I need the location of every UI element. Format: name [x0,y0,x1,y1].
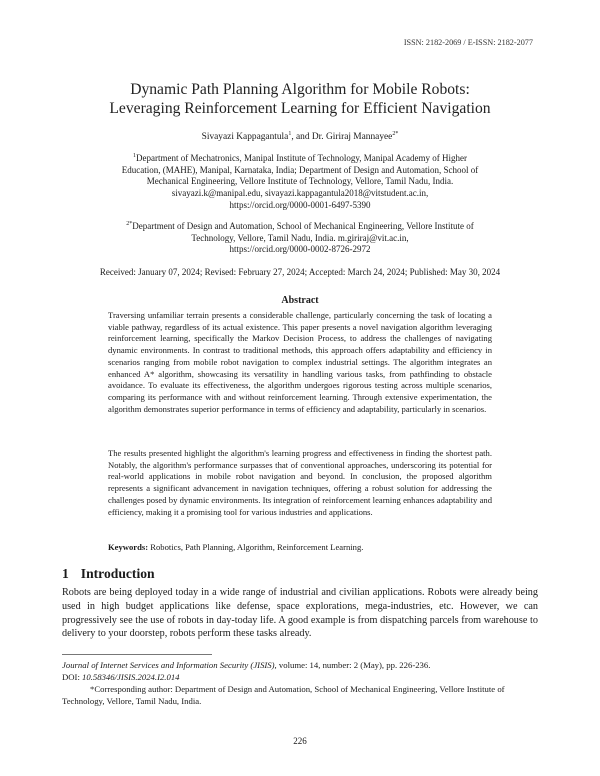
abstract-heading: Abstract [281,295,319,306]
aff2-sup: 2* [126,221,133,227]
page-number: 226 [293,736,307,746]
journal-name: Journal of Internet Services and Information Security (JISIS) [62,660,275,670]
aff1-emails: sivayazi.k@manipal.edu, sivayazi.kappagantula2018@vitstudent.ac.in, [171,188,429,199]
publication-dates: Received: January 07, 2024; Revised: February 27, 2024; Accepted: March 24, 2024; Published: May 30, 2024 [99,267,501,277]
journal-citation [62,660,538,683]
author-1-sup: 1 [288,131,292,137]
author-list [60,132,540,142]
section-heading [62,566,167,582]
affiliation-2 [110,221,490,256]
author-2: Dr. Giriraj Mannayee [311,132,393,142]
keywords-label: Keywords: [108,542,149,552]
title-line-2: Leveraging Reinforcement Learning for Efficient Navigation [109,100,491,117]
author-separator: , and [291,132,312,142]
corresponding-author-note: *Corresponding author: Department of Design and Automation, School of Mechanical Engineering, Vellore Institute of Technology, Vellore, Tamil Nadu, India. [62,684,505,706]
author-2-sup: 2* [392,131,399,137]
paper-title [60,80,540,118]
title-line-1: Dynamic Path Planning Algorithm for Mobile Robots: [130,81,470,98]
affiliation-1 [110,153,490,212]
footnote-divider [62,654,212,655]
doi-label: DOI: [62,671,83,682]
aff1-orcid: https://orcid.org/0000-0001-6497-5390 [229,199,371,210]
keywords [108,542,492,552]
aff2-orcid: https://orcid.org/0000-0002-8726-2972 [229,244,371,255]
keywords-text: Robotics, Path Planning, Algorithm, Reinforcement Learning. [148,542,364,552]
abstract-paragraph-2: The results presented highlight the algorithm's learning progress and effectiveness in finding the shortest path. Notably, the algorithm's performance surpasses that of conventional approaches, underscoring its potential for real-world applications in mobile robot navigation and beyond. In conclusion, the proposed algorithm represents a significant advancement in navigation techniques, offering a robust solution for addressing the challenges posed by dynamic environments. Its integration of reinforcement learning enhances adaptability and efficiency, making it a promising tool for various industries and applications. [108,448,492,517]
aff1-line-1: Department of Mechatronics, Manipal Institute of Technology, Manipal Academy of Higher [135,153,468,163]
doi-link[interactable]: 10.58346/JISIS.2024.I2.014 [82,671,180,682]
aff1-sup: 1 [132,153,136,159]
section-title: Introduction [80,566,155,581]
aff1-line-3: Mechanical Engineering, Vellore Institute of Technology, Vellore, Tamil Nadu, India. [146,176,454,187]
aff2-line-1: Department of Design and Automation, School of Mechanical Engineering, Vellore Institute of [132,221,474,231]
issn-header: ISSN: 2182-2069 / E-ISSN: 2182-2077 [403,38,533,47]
aff2-line-2: Technology, Vellore, Tamil Nadu, India. m.giriraj@vit.ac.in, [191,232,409,243]
author-1: Sivayazi Kappagantula [201,132,289,142]
section-number: 1 [62,566,69,581]
journal-details: , volume: 14, number: 2 (May), pp. 226-236. [274,660,431,670]
aff1-line-2: Education, (MAHE), Manipal, Karnataka, India; Department of Design and Automation, School of [121,164,479,175]
introduction-paragraph: Robots are being deployed today in a wide range of industrial and civilian applications. Robots were already being used in high budget applications like defense, space explorations, mega-industries, etc. However, we can progressively see the use of robots in day-today life. A good example is from dispatching parcels from warehouse to delivery to your doorstep, robots perform these tasks already. [62,587,538,640]
abstract-paragraph-1: Traversing unfamiliar terrain presents a considerable challenge, particularly concerning the task of locating a viable pathway, regardless of its actual existence. This paper presents a novel navigation algorithm leveraging reinforcement learning, specifically the Markov Decision Process, to address the challenges of navigating dynamic environments. In contrast to traditional methods, this approach offers adaptability and efficiency in scenarios ranging from mobile robot navigation to complex industrial settings. The algorithm integrates an enhanced A* algorithm, showcasing its versatility in handling various tasks, from pathfinding to obstacle avoidance. To evaluate its effectiveness, the algorithm undergoes rigorous testing across multiple scenarios, comparing its performance with and without reinforcement learning. Through extensive experimentation, the algorithm demonstrates superior performance in terms of efficiency and adaptability, particularly in scenarios. [108,310,492,414]
